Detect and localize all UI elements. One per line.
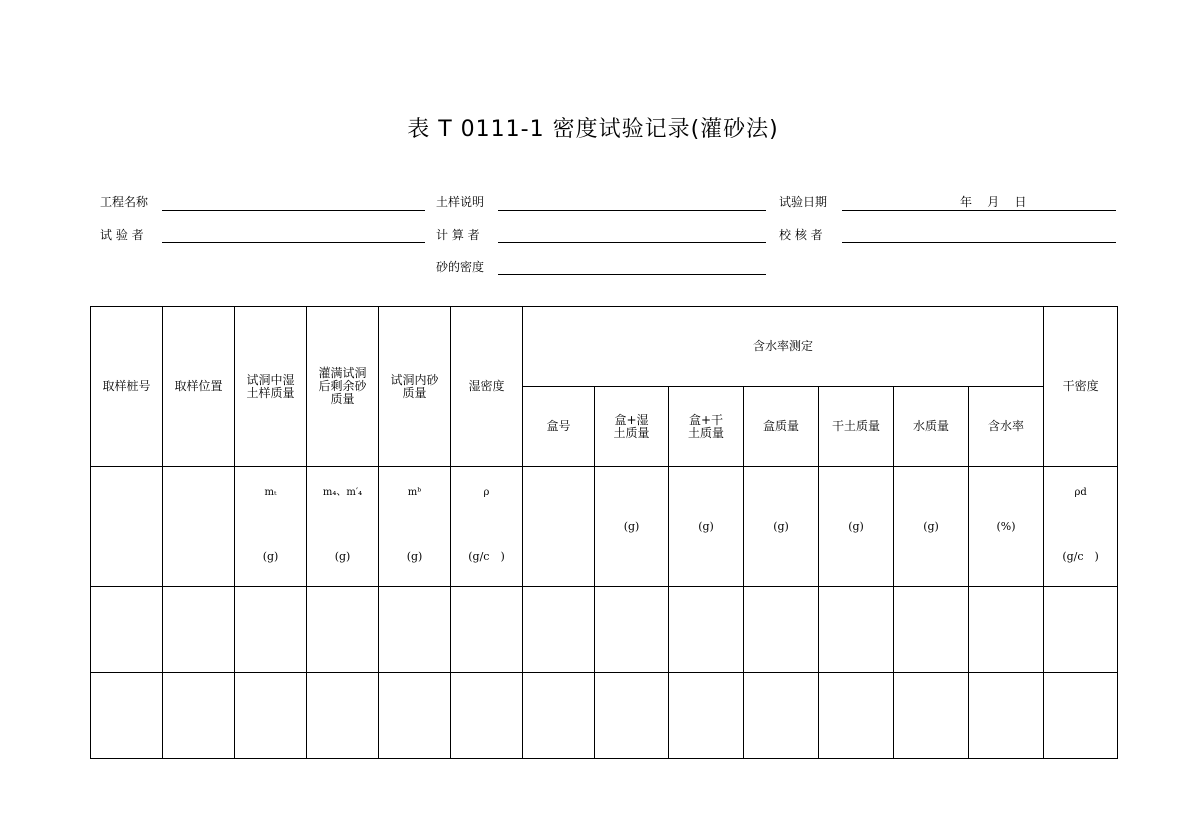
project-name-label: 工程名称 [100, 195, 149, 209]
table-cell[interactable] [451, 673, 523, 759]
unit-g: (g) [923, 519, 939, 533]
table-cell[interactable] [595, 673, 669, 759]
project-name-line[interactable] [162, 210, 425, 211]
table-cell[interactable] [1044, 587, 1118, 673]
sub-header-box-no: 盒号 [523, 387, 595, 467]
table-cell[interactable] [819, 673, 894, 759]
table-cell[interactable] [307, 587, 379, 673]
table-cell[interactable] [595, 587, 669, 673]
col-header-sand-in-hole: 试洞内砂质量 [379, 307, 451, 467]
sub-header-box-dry: 盒+干土质量 [669, 387, 744, 467]
table-cell[interactable] [235, 587, 307, 673]
checker-line[interactable] [842, 242, 1116, 243]
unit-g: (g) [262, 549, 279, 563]
tester-line[interactable] [162, 242, 425, 243]
unit-percent: (%) [996, 519, 1016, 533]
col-header-wet-density: 湿密度 [451, 307, 523, 467]
table-row [91, 673, 1118, 759]
sub-header-moisture: 含水率 [969, 387, 1044, 467]
table-cell[interactable] [523, 587, 595, 673]
test-date-label: 试验日期 [779, 195, 828, 209]
table-cell[interactable] [969, 587, 1044, 673]
table-cell[interactable] [523, 467, 595, 587]
table-cell[interactable] [669, 673, 744, 759]
table-cell[interactable] [91, 467, 163, 587]
table-row [91, 587, 1118, 673]
table-cell[interactable] [744, 673, 819, 759]
table-cell[interactable] [523, 673, 595, 759]
table-cell[interactable] [894, 587, 969, 673]
table-cell[interactable] [669, 587, 744, 673]
unit-g: (g) [773, 519, 789, 533]
symbol-sand-in-hole: mᵇ [407, 486, 422, 498]
sub-header-water: 水质量 [894, 387, 969, 467]
col-header-position: 取样位置 [163, 307, 235, 467]
sample-desc-line[interactable] [498, 210, 766, 211]
sub-header-box-mass: 盒质量 [744, 387, 819, 467]
unit-g: (g) [623, 519, 640, 533]
table-cell[interactable] [91, 673, 163, 759]
col-header-pile: 取样桩号 [91, 307, 163, 467]
table-cell[interactable] [379, 587, 451, 673]
table-cell[interactable] [969, 673, 1044, 759]
calculator-label: 计 算 者 [436, 228, 480, 242]
document-title: 表 T 0111-1 密度试验记录(灌砂法) [407, 117, 779, 142]
sub-header-dry-soil: 干土质量 [819, 387, 894, 467]
sand-density-line[interactable] [498, 274, 766, 275]
col-header-sand-fill: 灌满试洞后剩余砂质量 [307, 307, 379, 467]
table-cell[interactable] [379, 673, 451, 759]
sand-density-label: 砂的密度 [436, 260, 485, 274]
table-cell[interactable] [819, 587, 894, 673]
tester-label: 试 验 者 [100, 228, 144, 242]
sub-header-box-wet: 盒+湿土质量 [595, 387, 669, 467]
calculator-line[interactable] [498, 242, 766, 243]
symbol-wet-density: ρ [483, 486, 490, 498]
density-record-table [90, 306, 1118, 759]
table-cell[interactable] [235, 673, 307, 759]
symbol-wet-soil: mₜ [264, 486, 277, 498]
sample-desc-label: 土样说明 [436, 195, 485, 209]
table-cell[interactable] [307, 673, 379, 759]
col-header-moisture-group: 含水率测定 [523, 307, 1044, 387]
checker-label: 校 核 者 [779, 228, 823, 242]
symbol-sand-fill: m₄、m′₄ [322, 486, 363, 498]
table-cell[interactable] [91, 587, 163, 673]
table-cell[interactable] [1044, 673, 1118, 759]
table-cell[interactable] [163, 587, 235, 673]
table-cell[interactable] [894, 673, 969, 759]
table-cell[interactable] [163, 673, 235, 759]
table-cell[interactable] [163, 467, 235, 587]
table-cell[interactable] [744, 587, 819, 673]
unit-g: (g) [334, 549, 351, 563]
col-header-wet-soil: 试洞中湿土样质量 [235, 307, 307, 467]
unit-g: (g) [848, 519, 864, 533]
col-header-dry-density: 干密度 [1044, 307, 1118, 467]
test-date-line[interactable] [842, 210, 1116, 211]
unit-g-per-cm3: (g/c ) [1062, 549, 1099, 563]
units-row [91, 467, 1118, 587]
symbol-dry-density: ρd [1074, 486, 1087, 498]
table-cell[interactable] [451, 587, 523, 673]
unit-g: (g) [406, 549, 423, 563]
unit-g-per-cm3: (g/c ) [468, 549, 505, 563]
unit-g: (g) [698, 519, 714, 533]
date-parts: 年 月 日 [960, 195, 1027, 209]
